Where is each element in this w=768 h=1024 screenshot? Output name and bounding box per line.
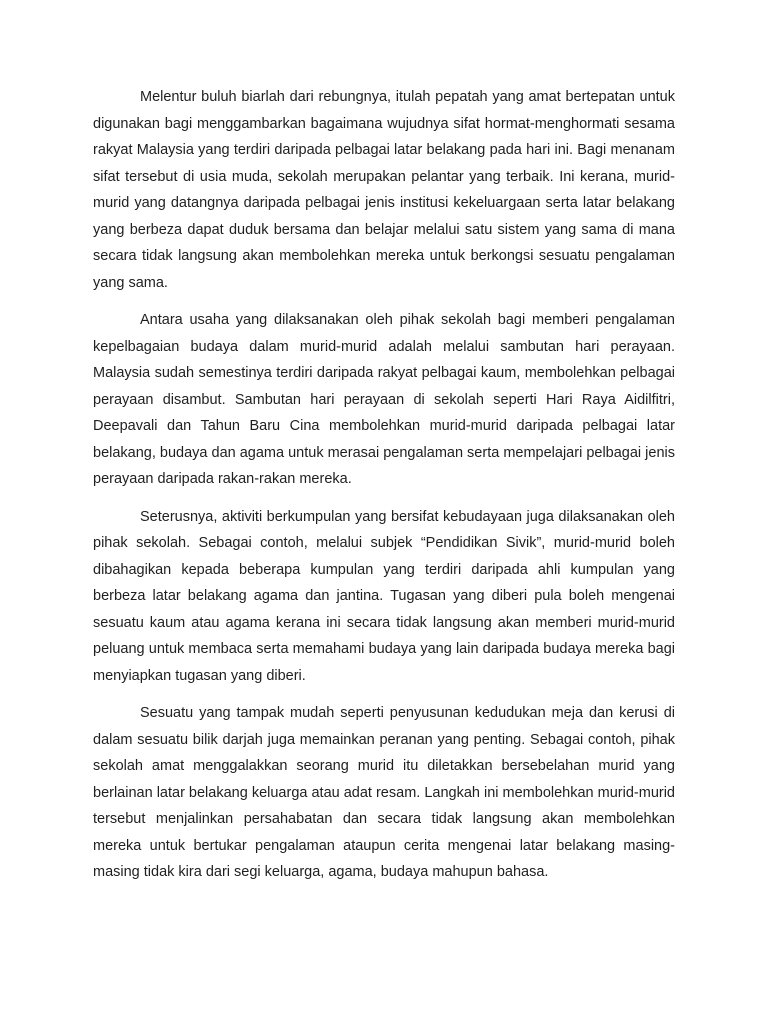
paragraph-4: Sesuatu yang tampak mudah seperti penyusunan kedudukan meja dan kerusi di dalam sesuatu bilik darjah juga memainkan peranan yang penting. Sebagai contoh, pihak sekolah amat menggalakkan seorang murid itu diletakkan bersebelahan murid yang berlainan latar belakang keluarga atau adat resam. Langkah ini membolehkan murid-murid tersebut menjalinkan persahabatan dan secara tidak langsung akan membolehkan mereka untuk bertukar pengalaman ataupun cerita mengenai latar belakang masing-masing tidak kira dari segi keluarga, agama, budaya mahupun bahasa. (93, 705, 675, 880)
paragraph-3: Seterusnya, aktiviti berkumpulan yang bersifat kebudayaan juga dilaksanakan oleh pihak sekolah. Sebagai contoh, melalui subjek “Pendidikan Sivik”, murid-murid boleh dibahagikan kepada beberapa kumpulan yang terdiri daripada ahli kumpulan yang berbeza latar belakang agama dan jantina. Tugasan yang diberi pula boleh mengenai sesuatu kaum atau agama kerana ini secara tidak langsung akan memberi murid-murid peluang untuk membaca serta memahami budaya yang lain daripada budaya mereka bagi menyiapkan tugasan yang diberi. (93, 508, 675, 684)
document-body (93, 84, 675, 897)
paragraph-2: Antara usaha yang dilaksanakan oleh pihak sekolah bagi memberi pengalaman kepelbagaian budaya dalam murid-murid adalah melalui sambutan hari perayaan. Malaysia sudah semestinya terdiri daripada rakyat pelbagai kaum, membolehkan pelbagai perayaan disambut. Sambutan hari perayaan di sekolah seperti Hari Raya Aidilfitri, Deepavali dan Tahun Baru Cina membolehkan murid-murid daripada pelbagai latar belakang, budaya dan agama untuk merasai pengalaman serta mempelajari pelbagai jenis perayaan daripada rakan-rakan mereka. (93, 312, 675, 487)
paragraph-1: Melentur buluh biarlah dari rebungnya, itulah pepatah yang amat bertepatan untuk digunakan bagi menggambarkan bagaimana wujudnya sifat hormat-menghormati sesama rakyat Malaysia yang terdiri daripada pelbagai latar belakang pada hari ini. Bagi menanam sifat tersebut di usia muda, sekolah merupakan pelantar yang terbaik. Ini kerana, murid-murid yang datangnya daripada pelbagai jenis institusi kekeluargaan serta latar belakang yang berbeza dapat duduk bersama dan belajar melalui satu sistem yang sama di mana secara tidak langsung akan membolehkan mereka untuk berkongsi sesuatu pengalaman yang sama. (93, 89, 675, 291)
